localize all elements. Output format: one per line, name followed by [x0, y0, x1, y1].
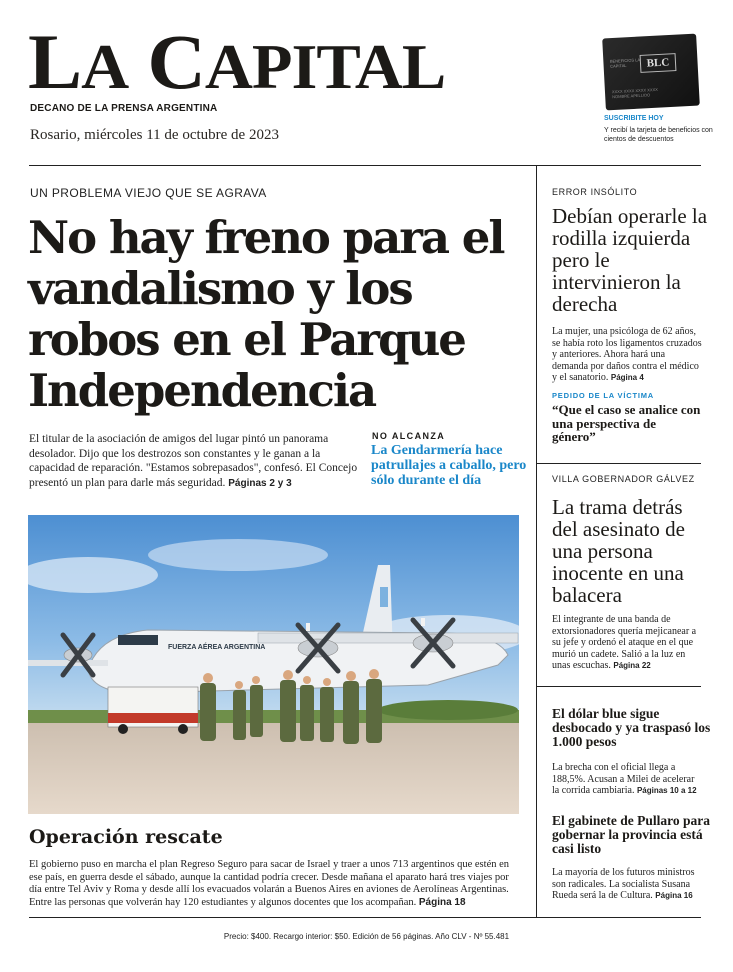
- right-story2-text: [552, 614, 702, 672]
- main-story-lead-text: El titular de la asociación de amigos del lugar pintó un panorama desolador. Dijo que los destrozos son constantes y le ganan a la capacidad de reparación. "Estamos sobrepasados", confesó. El Concejo presentó un plan para darle más seguridad.: [29, 433, 358, 489]
- right-story3-body: La brecha con el oficial llega a 188,5%. Acusan a Milei de acelerar la corrida cambiaria.: [552, 762, 695, 796]
- subscribe-text: Y recibí la tarjeta de beneficios con cientos de descuentos: [604, 127, 713, 143]
- main-story-lead: [29, 432, 361, 491]
- price-footer: Precio: $400. Recargo interior: $50. Edición de 56 páginas. Año CLV - Nº 55.481: [223, 932, 510, 941]
- right-story2-kicker: VILLA GOBERNADOR GÁLVEZ: [552, 474, 695, 484]
- right-divider-2: [536, 686, 701, 687]
- right-story1-headline[interactable]: Debían operarle la rodilla izquierda pero le intervinieron la derecha: [552, 204, 708, 316]
- right-story4-pages[interactable]: Página 16: [655, 891, 693, 900]
- side-story-headline[interactable]: La Gendarmería hace patrullajes a caballo, pero sólo durante el día: [371, 443, 527, 488]
- masthead-divider: [29, 165, 701, 166]
- right-story2-body: El integrante de una banda de extorsionadores quería mejicanear a su jefe y ordenó el ataque en el que murió un cadete. Salió a la luz en unas escuchas.: [552, 614, 697, 671]
- hercules-plane-photo[interactable]: [28, 515, 519, 814]
- photo-story-text: [29, 859, 521, 909]
- main-story-headline[interactable]: No hay freno para el vandalismo y los robos en el Parque Independencia: [28, 211, 504, 417]
- right-story2-pages[interactable]: Página 22: [613, 661, 651, 670]
- footer-divider: [29, 917, 701, 918]
- masthead-tagline: DECANO DE LA PRENSA ARGENTINA: [30, 103, 218, 114]
- logo-letter-a: A: [81, 31, 129, 102]
- side-story-kicker: NO ALCANZA: [372, 431, 446, 441]
- right-story1-body: La mujer, una psicóloga de 62 años, se había roto los ligamentos cruzados y anteriores. Ahora hará una demanda por daños contra el médico y el sanatorio.: [552, 326, 702, 383]
- right-divider-1: [536, 463, 701, 464]
- photo-story-body: El gobierno puso en marcha el plan Regreso Seguro para sacar de Israel y traer a unos 713 argentinos que estén en ese país, en guerra desde el sábado, aunque la cantidad podría crecer. Desde mañana el aparato hará tres viajes por día entre Tel Aviv y Roma y desde allí los evacuados volarán a Buenos Aires en aviones de Aerolíneas Argentinas. Entre las personas que volverán hay 120 estudiantes y algunos docentes que los acompañan.: [29, 859, 510, 908]
- right-story3-pages[interactable]: Páginas 10 a 12: [636, 786, 697, 795]
- column-divider: [536, 165, 537, 917]
- logo-letter-c: C: [147, 18, 205, 105]
- subscribe-link[interactable]: SUSCRIBITE HOY: [604, 115, 664, 122]
- plane-label: FUERZA AÉREA ARGENTINA: [168, 644, 266, 651]
- right-story3-headline[interactable]: El dólar blue sigue desbocado y ya traspasó los 1.000 pesos: [552, 706, 711, 749]
- logo-rest: APITAL: [204, 31, 446, 102]
- right-story4-text: [552, 867, 702, 902]
- newspaper-logo[interactable]: [28, 18, 538, 105]
- photo-story-pages[interactable]: Página 18: [418, 896, 466, 908]
- right-story2-headline[interactable]: La trama detrás del asesinato de una persona inocente en una balacera: [552, 495, 685, 607]
- main-story-pages[interactable]: Páginas 2 y 3: [228, 477, 292, 489]
- right-story4-headline[interactable]: El gabinete de Pullaro para gobernar la provincia está casi listo: [552, 813, 711, 856]
- right-story1-kicker: ERROR INSÓLITO: [552, 187, 638, 197]
- right-story1-quote[interactable]: “Que el caso se analice con una perspectiva de género”: [552, 402, 701, 444]
- right-story3-text: [552, 762, 702, 797]
- photo-story-headline[interactable]: Operación rescate: [29, 826, 223, 848]
- card-small-text: BENEFICIOS LA CAPITAL: [609, 57, 640, 69]
- logo-letter-l: L: [28, 18, 82, 105]
- right-story1-subkicker: PEDIDO DE LA VÍCTIMA: [552, 391, 654, 400]
- card-brand-logo: BLC: [640, 53, 677, 73]
- right-story1-pages[interactable]: Página 4: [610, 373, 644, 382]
- main-story-kicker: UN PROBLEMA VIEJO QUE SE AGRAVA: [30, 186, 267, 200]
- right-story4-body: La mayoría de los futuros ministros son radicales. La socialista Susana Rueda será la de Cultura.: [552, 867, 695, 901]
- right-story1-text: [552, 326, 702, 384]
- masthead-dateline: Rosario, miércoles 11 de octubre de 2023: [30, 127, 279, 143]
- card-foot-text: XXXX XXXX XXXX XXXX NOMBRE APELLIDO: [611, 86, 659, 100]
- plane-illustration: [28, 515, 519, 814]
